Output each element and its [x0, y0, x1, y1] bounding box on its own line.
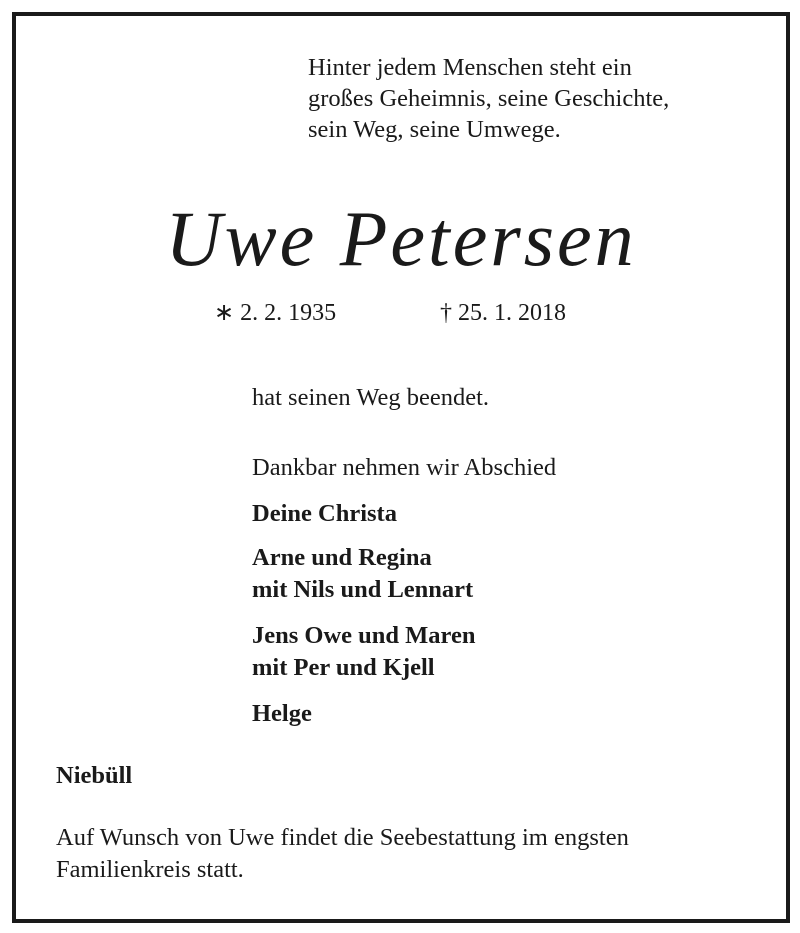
notice-line: Auf Wunsch von Uwe findet die Seebestattung im engsten	[56, 824, 629, 851]
place-name: Niebüll	[56, 762, 133, 789]
notice-line: Familienkreis statt.	[56, 856, 244, 883]
mourner-group	[252, 498, 397, 530]
mourner-line: Deine Christa	[252, 500, 397, 527]
quote-line: großes Geheimnis, seine Geschichte,	[308, 85, 670, 112]
mourner-line: Jens Owe und Maren	[252, 622, 476, 649]
death-date: † 25. 1. 2018	[440, 300, 566, 326]
deceased-name: Uwe Petersen	[165, 195, 637, 282]
mourner-line: mit Nils und Lennart	[252, 576, 474, 603]
mourner-group	[252, 542, 473, 606]
burial-notice	[56, 822, 776, 886]
mourner-line: Helge	[252, 700, 312, 727]
farewell-text: Dankbar nehmen wir Abschied	[252, 454, 557, 481]
mourner-line: Arne und Regina	[252, 544, 432, 571]
birth-date: ∗ 2. 2. 1935	[214, 300, 337, 326]
obituary-frame	[12, 12, 790, 923]
quote-line: sein Weg, seine Umwege.	[308, 116, 561, 143]
quote-line: Hinter jedem Menschen steht ein	[308, 54, 632, 81]
mourner-group	[252, 698, 312, 730]
mourner-group	[252, 620, 475, 684]
mourner-line: mit Per und Kjell	[252, 654, 435, 681]
statement-text: hat seinen Weg beendet.	[252, 384, 490, 411]
epigraph-quote	[308, 52, 778, 145]
